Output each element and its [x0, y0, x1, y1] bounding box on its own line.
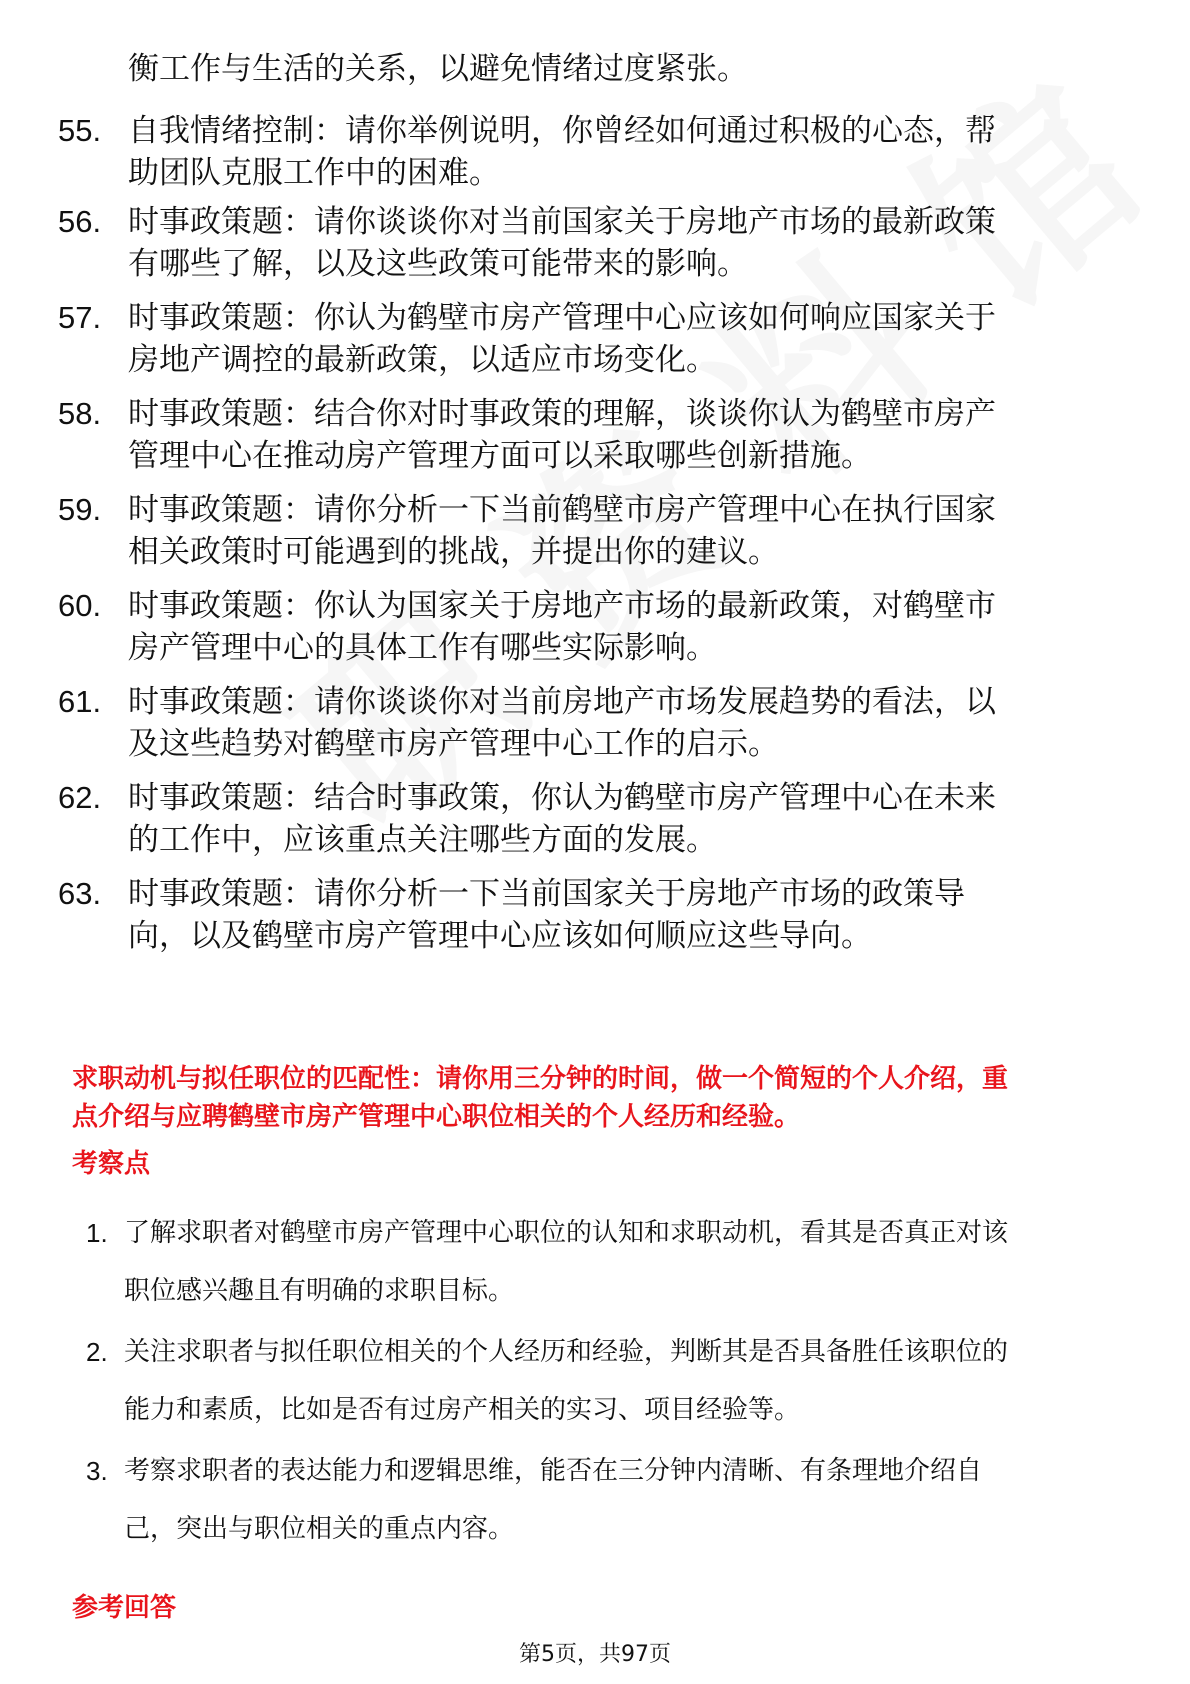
- question-text: 时事政策题：你认为鹤壁市房产管理中心应该如何响应国家关于 房地产调控的最新政策，以适应市场变化。: [128, 300, 996, 378]
- points-label: 考察点: [72, 1149, 151, 1179]
- question-text: 时事政策题：结合你对时事政策的理解，谈谈你认为鹤壁市房产 管理中心在推动房产管理方面可以采取哪些创新措施。: [128, 396, 996, 474]
- question-text: 自我情绪控制：请你举例说明，你曾经如何通过积极的心态，帮 助团队克服工作中的困难。: [128, 113, 996, 191]
- continuation-line: 衡工作与生活的关系，以避免情绪过度紧张。: [128, 51, 748, 87]
- list-item-text: 了解求职者对鹤壁市房产管理中心职位的认知和求职动机，看其是否真正对该 职位感兴趣且有明确的求职目标。: [124, 1218, 1009, 1306]
- list-item-number: 3.: [86, 1456, 108, 1486]
- question-text: 时事政策题：请你分析一下当前鹤壁市房产管理中心在执行国家 相关政策时可能遇到的挑战，并提出你的建议。: [128, 492, 996, 570]
- question-number: 56.: [58, 204, 102, 239]
- list-item-text: 考察求职者的表达能力和逻辑思维，能否在三分钟内清晰、有条理地介绍自 己，突出与职位相关的重点内容。: [124, 1456, 983, 1544]
- section-heading: 求职动机与拟任职位的匹配性：请你用三分钟的时间，做一个简短的个人介绍，重 点介绍与应聘鹤壁市房产管理中心职位相关的个人经历和经验。: [72, 1064, 1009, 1132]
- question-number: 61.: [58, 684, 102, 719]
- question-text: 时事政策题：请你分析一下当前国家关于房地产市场的政策导 向，以及鹤壁市房产管理中心应该如何顺应这些导向。: [128, 876, 965, 954]
- question-number: 59.: [58, 492, 102, 527]
- question-text: 时事政策题：你认为国家关于房地产市场的最新政策，对鹤壁市 房产管理中心的具体工作有哪些实际影响。: [128, 588, 996, 666]
- answer-label: 参考回答: [72, 1593, 177, 1623]
- list-item-text: 关注求职者与拟任职位相关的个人经历和经验，判断其是否具备胜任该职位的 能力和素质，比如是否有过房产相关的实习、项目经验等。: [124, 1337, 1009, 1425]
- question-number: 55.: [58, 113, 102, 148]
- list-item-number: 2.: [86, 1337, 108, 1367]
- question-text: 时事政策题：结合时事政策，你认为鹤壁市房产管理中心在未来 的工作中，应该重点关注哪些方面的发展。: [128, 780, 996, 858]
- question-number: 57.: [58, 300, 102, 335]
- list-item-number: 1.: [86, 1218, 108, 1248]
- question-number: 58.: [58, 396, 102, 431]
- question-text: 时事政策题：请你谈谈你对当前国家关于房地产市场的最新政策 有哪些了解，以及这些政策可能带来的影响。: [128, 204, 996, 282]
- question-number: 60.: [58, 588, 102, 623]
- question-text: 时事政策题：请你谈谈你对当前房地产市场发展趋势的看法，以 及这些趋势对鹤壁市房产管理中心工作的启示。: [128, 684, 996, 762]
- question-number: 63.: [58, 876, 102, 911]
- question-number: 62.: [58, 780, 102, 815]
- page-footer: 第5页，共97页: [519, 1642, 671, 1667]
